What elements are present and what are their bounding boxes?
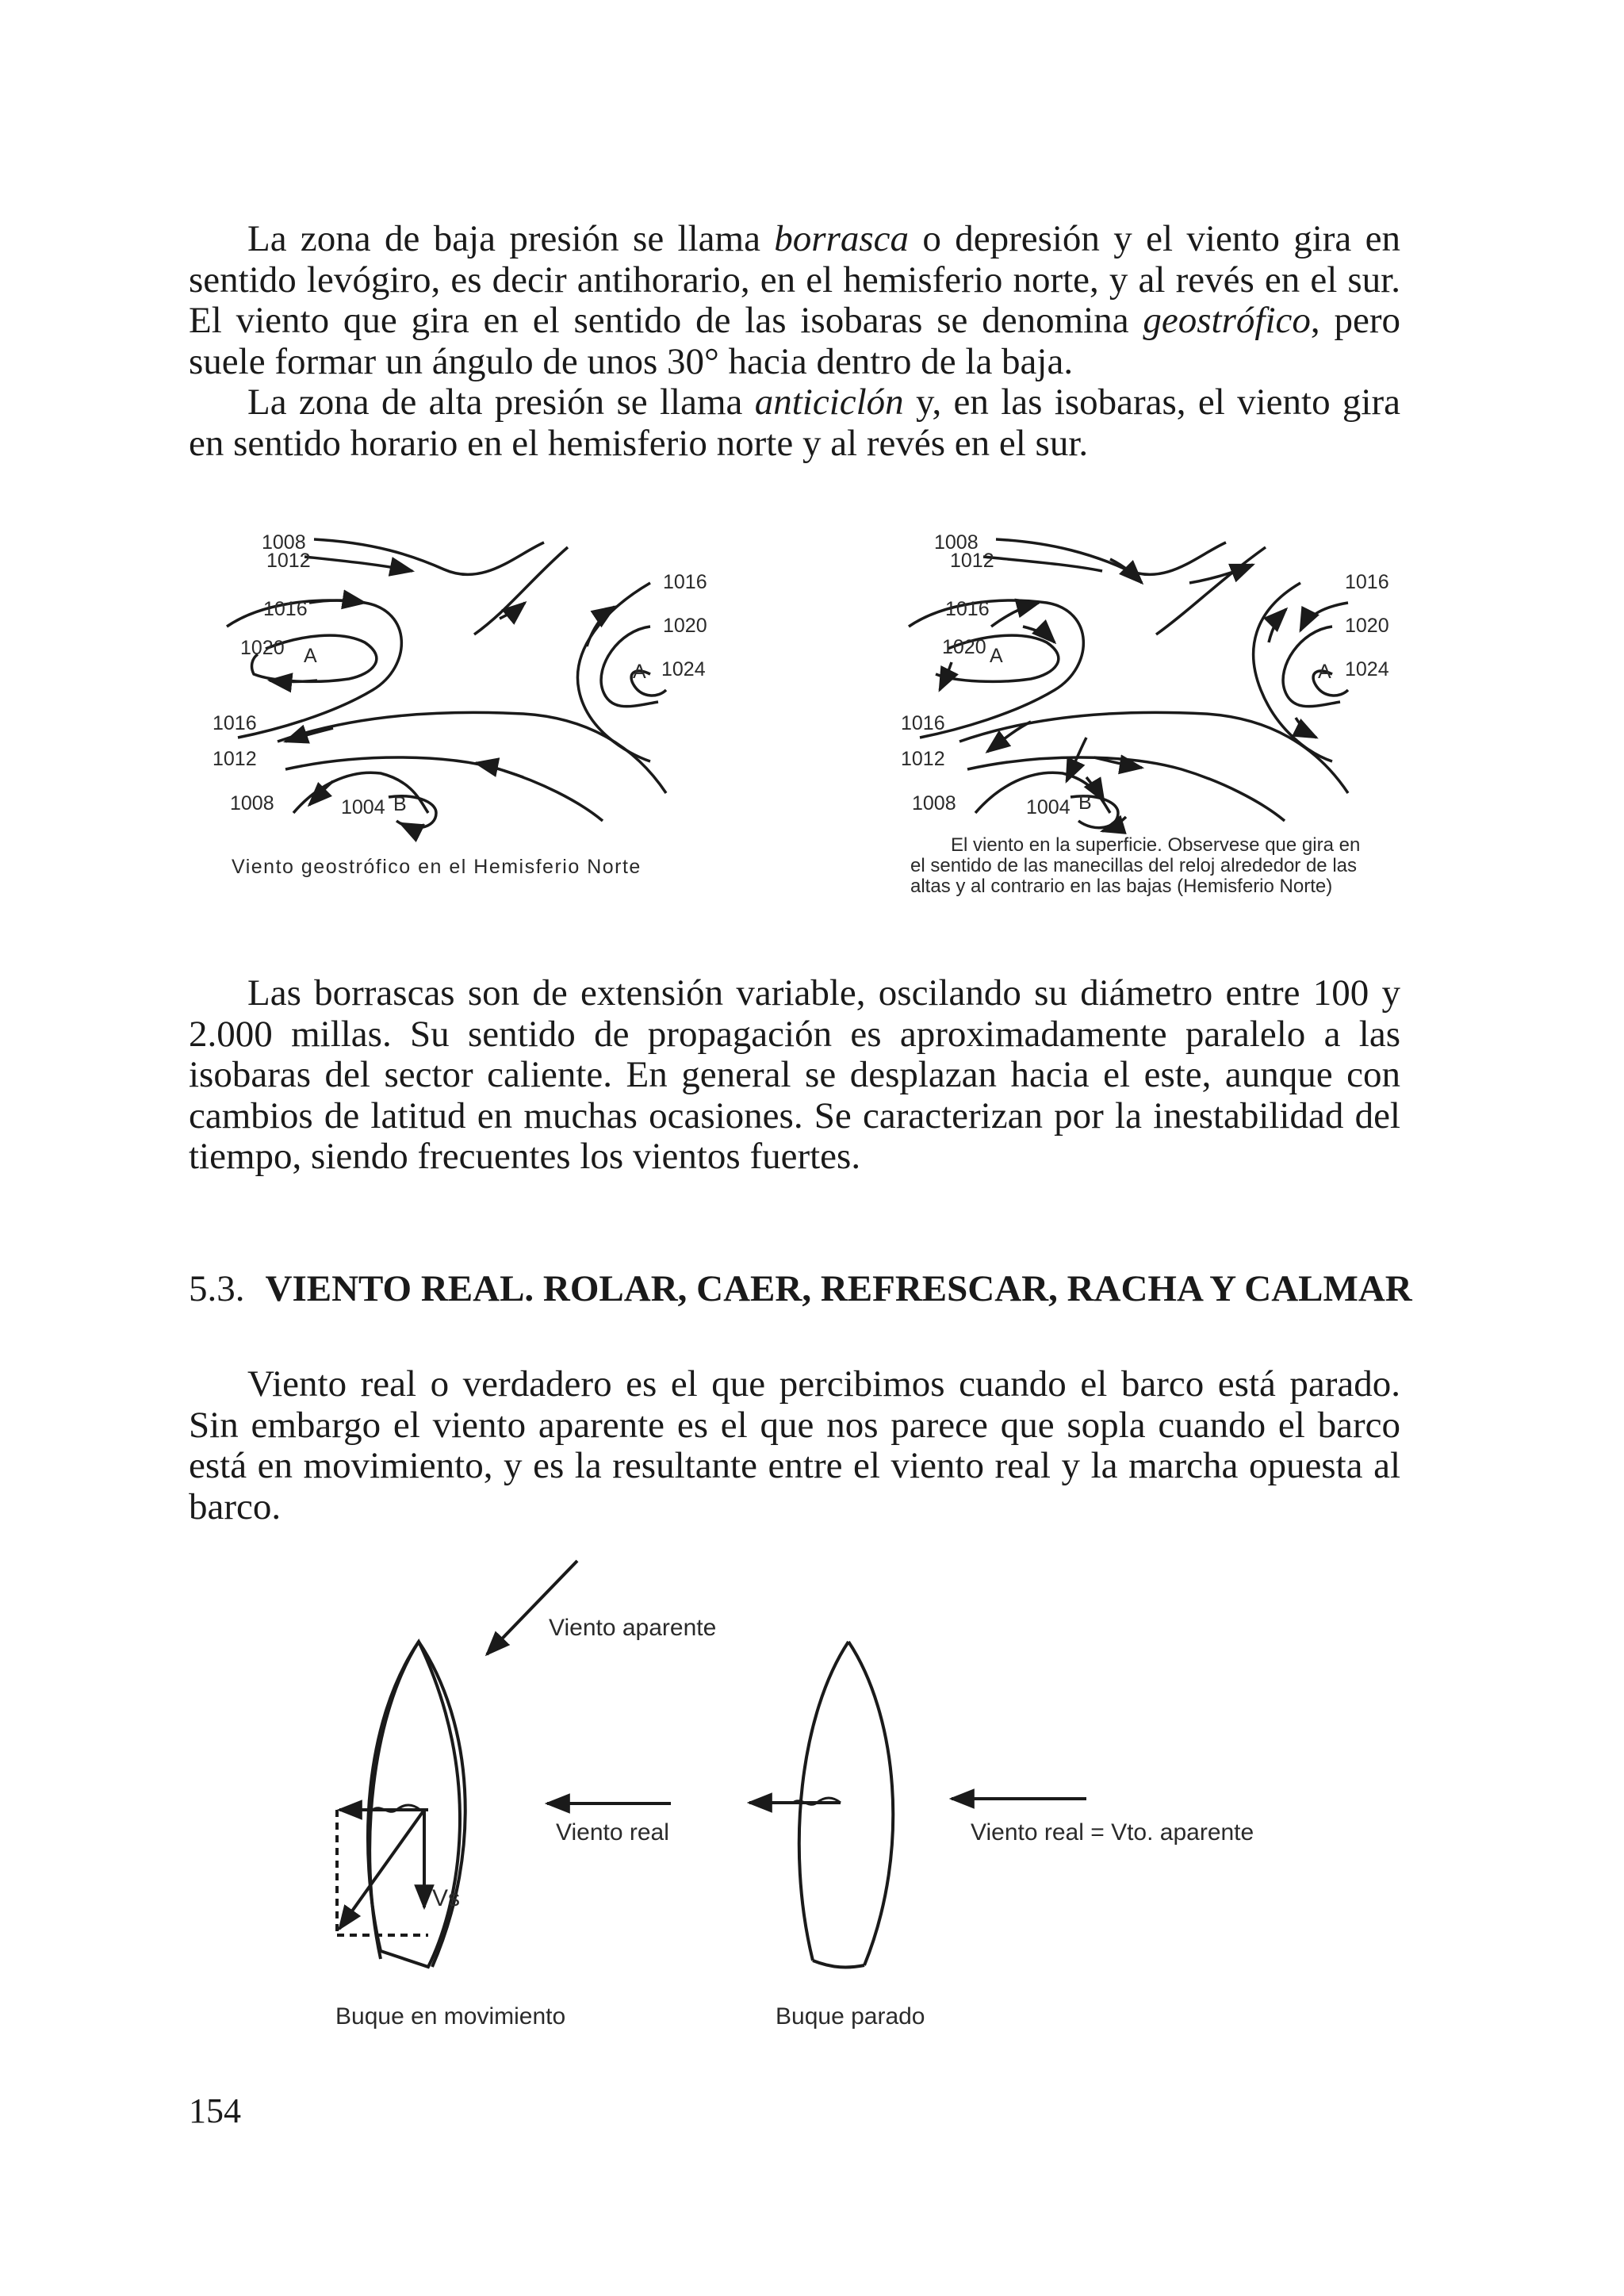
text-run: La zona de baja presión se llama xyxy=(247,218,775,259)
label-low-left: B xyxy=(393,793,407,815)
moving-boat-hull xyxy=(368,1642,460,1967)
label-high-left-right: A xyxy=(633,661,646,683)
label-1004-left: 1004 xyxy=(341,796,385,818)
section-number: 5.3. xyxy=(189,1268,245,1309)
label-1004-right: 1004 xyxy=(1026,796,1071,818)
caption-right-line-1: El viento en la superficie. Observese que gira en xyxy=(951,834,1361,856)
apparent-vector xyxy=(339,1810,424,1929)
text-run: , pero suele formar un ángulo de unos 30° hacia dentro de la baja. xyxy=(189,300,1400,382)
stopped-boat-hull-right xyxy=(848,1642,893,1965)
moving-boat-hull-left xyxy=(370,1642,419,1959)
text-run: o depresión y el viento gira en sentido levógiro, es decir antihorario, en el hemisferio norte, y al revés en el sur. El viento que gira en el sentido de las isobaras se denomina xyxy=(189,218,1400,341)
text-run: Viento real o verdadero es el que percibimos cuando el barco está parado. Sin embargo el viento aparente es el que nos parece que sopla cuando el barco está en movimiento, y es la resultante entre el viento real y la marcha opuesta al barco. xyxy=(189,1363,1400,1527)
label-1024-right: 1024 xyxy=(1345,658,1389,680)
label-moving-boat: Buque en movimiento xyxy=(335,2003,566,2030)
label-real-equals-apparent: Viento real = Vto. aparente xyxy=(971,1819,1254,1846)
label-1016-right-bottom: 1016 xyxy=(901,712,945,734)
label-1008-left-bottom: 1008 xyxy=(230,792,274,815)
page-number: 154 xyxy=(189,2091,241,2130)
label-1016-left-right: 1016 xyxy=(663,571,707,593)
label-1016-right-top: 1016 xyxy=(945,598,990,620)
label-1020-right: 1020 xyxy=(942,636,986,658)
label-1020-left-right: 1020 xyxy=(663,615,707,637)
text-run: y, en las isobaras, el viento gira en sentido horario en el hemisferio norte y al revés en el sur. xyxy=(189,381,1400,464)
label-1012-left: 1012 xyxy=(266,550,311,572)
label-1012-left-bottom: 1012 xyxy=(213,748,257,770)
text-run: La zona de alta presión se llama xyxy=(247,381,755,423)
label-1016-left-bottom: 1016 xyxy=(213,712,257,734)
label-1008-right-bottom: 1008 xyxy=(912,792,956,815)
italic-term: geostrófico xyxy=(1143,300,1311,341)
label-vs: Vs xyxy=(432,1885,461,1911)
label-apparent-wind: Viento aparente xyxy=(549,1615,717,1641)
label-real-wind: Viento real xyxy=(556,1819,669,1846)
label-high-right: A xyxy=(990,645,1003,667)
caption-left: Viento geostrófico en el Hemisferio Norte xyxy=(232,856,642,878)
label-1008-right: 1008 xyxy=(934,531,979,554)
label-1024-left: 1024 xyxy=(661,658,706,680)
stopped-boat-stern xyxy=(813,1961,864,1967)
label-1016-right-right: 1016 xyxy=(1345,571,1389,593)
label-stopped-boat: Buque parado xyxy=(776,2003,925,2030)
label-high-left: A xyxy=(304,645,317,667)
caption-right-line-3: altas y al contrario en las bajas (Hemisferio Norte) xyxy=(910,876,1333,897)
italic-term: anticiclón xyxy=(754,381,904,423)
label-1012-right: 1012 xyxy=(950,550,994,572)
label-1016-left-top: 1016 xyxy=(263,598,308,620)
label-low-right: B xyxy=(1078,792,1092,814)
text-run: Las borrascas son de extensión variable, oscilando su diámetro entre 100 y 2.000 millas. Su sentido de propagación es aproximadamente paralelo a las isobaras del sector caliente. En general se desplazan hacia el este, aunque con cambios de latitud en muchas ocasiones. Se caracterizan por la inestabilidad del tiempo, siendo frecuentes los vientos fuertes. xyxy=(189,972,1400,1177)
italic-term: borrasca xyxy=(774,218,910,259)
section-title: VIENTO REAL. ROLAR, CAER, REFRESCAR, RACHA Y CALMAR xyxy=(265,1268,1412,1309)
label-1020-left: 1020 xyxy=(240,637,285,659)
label-high-right-right: A xyxy=(1318,661,1331,683)
label-1008-left: 1008 xyxy=(262,531,306,554)
caption-right-line-2: el sentido de las manecillas del reloj alrededor de las xyxy=(910,855,1357,876)
label-1020-right-right: 1020 xyxy=(1345,615,1389,637)
label-1012-right-bottom: 1012 xyxy=(901,748,945,770)
